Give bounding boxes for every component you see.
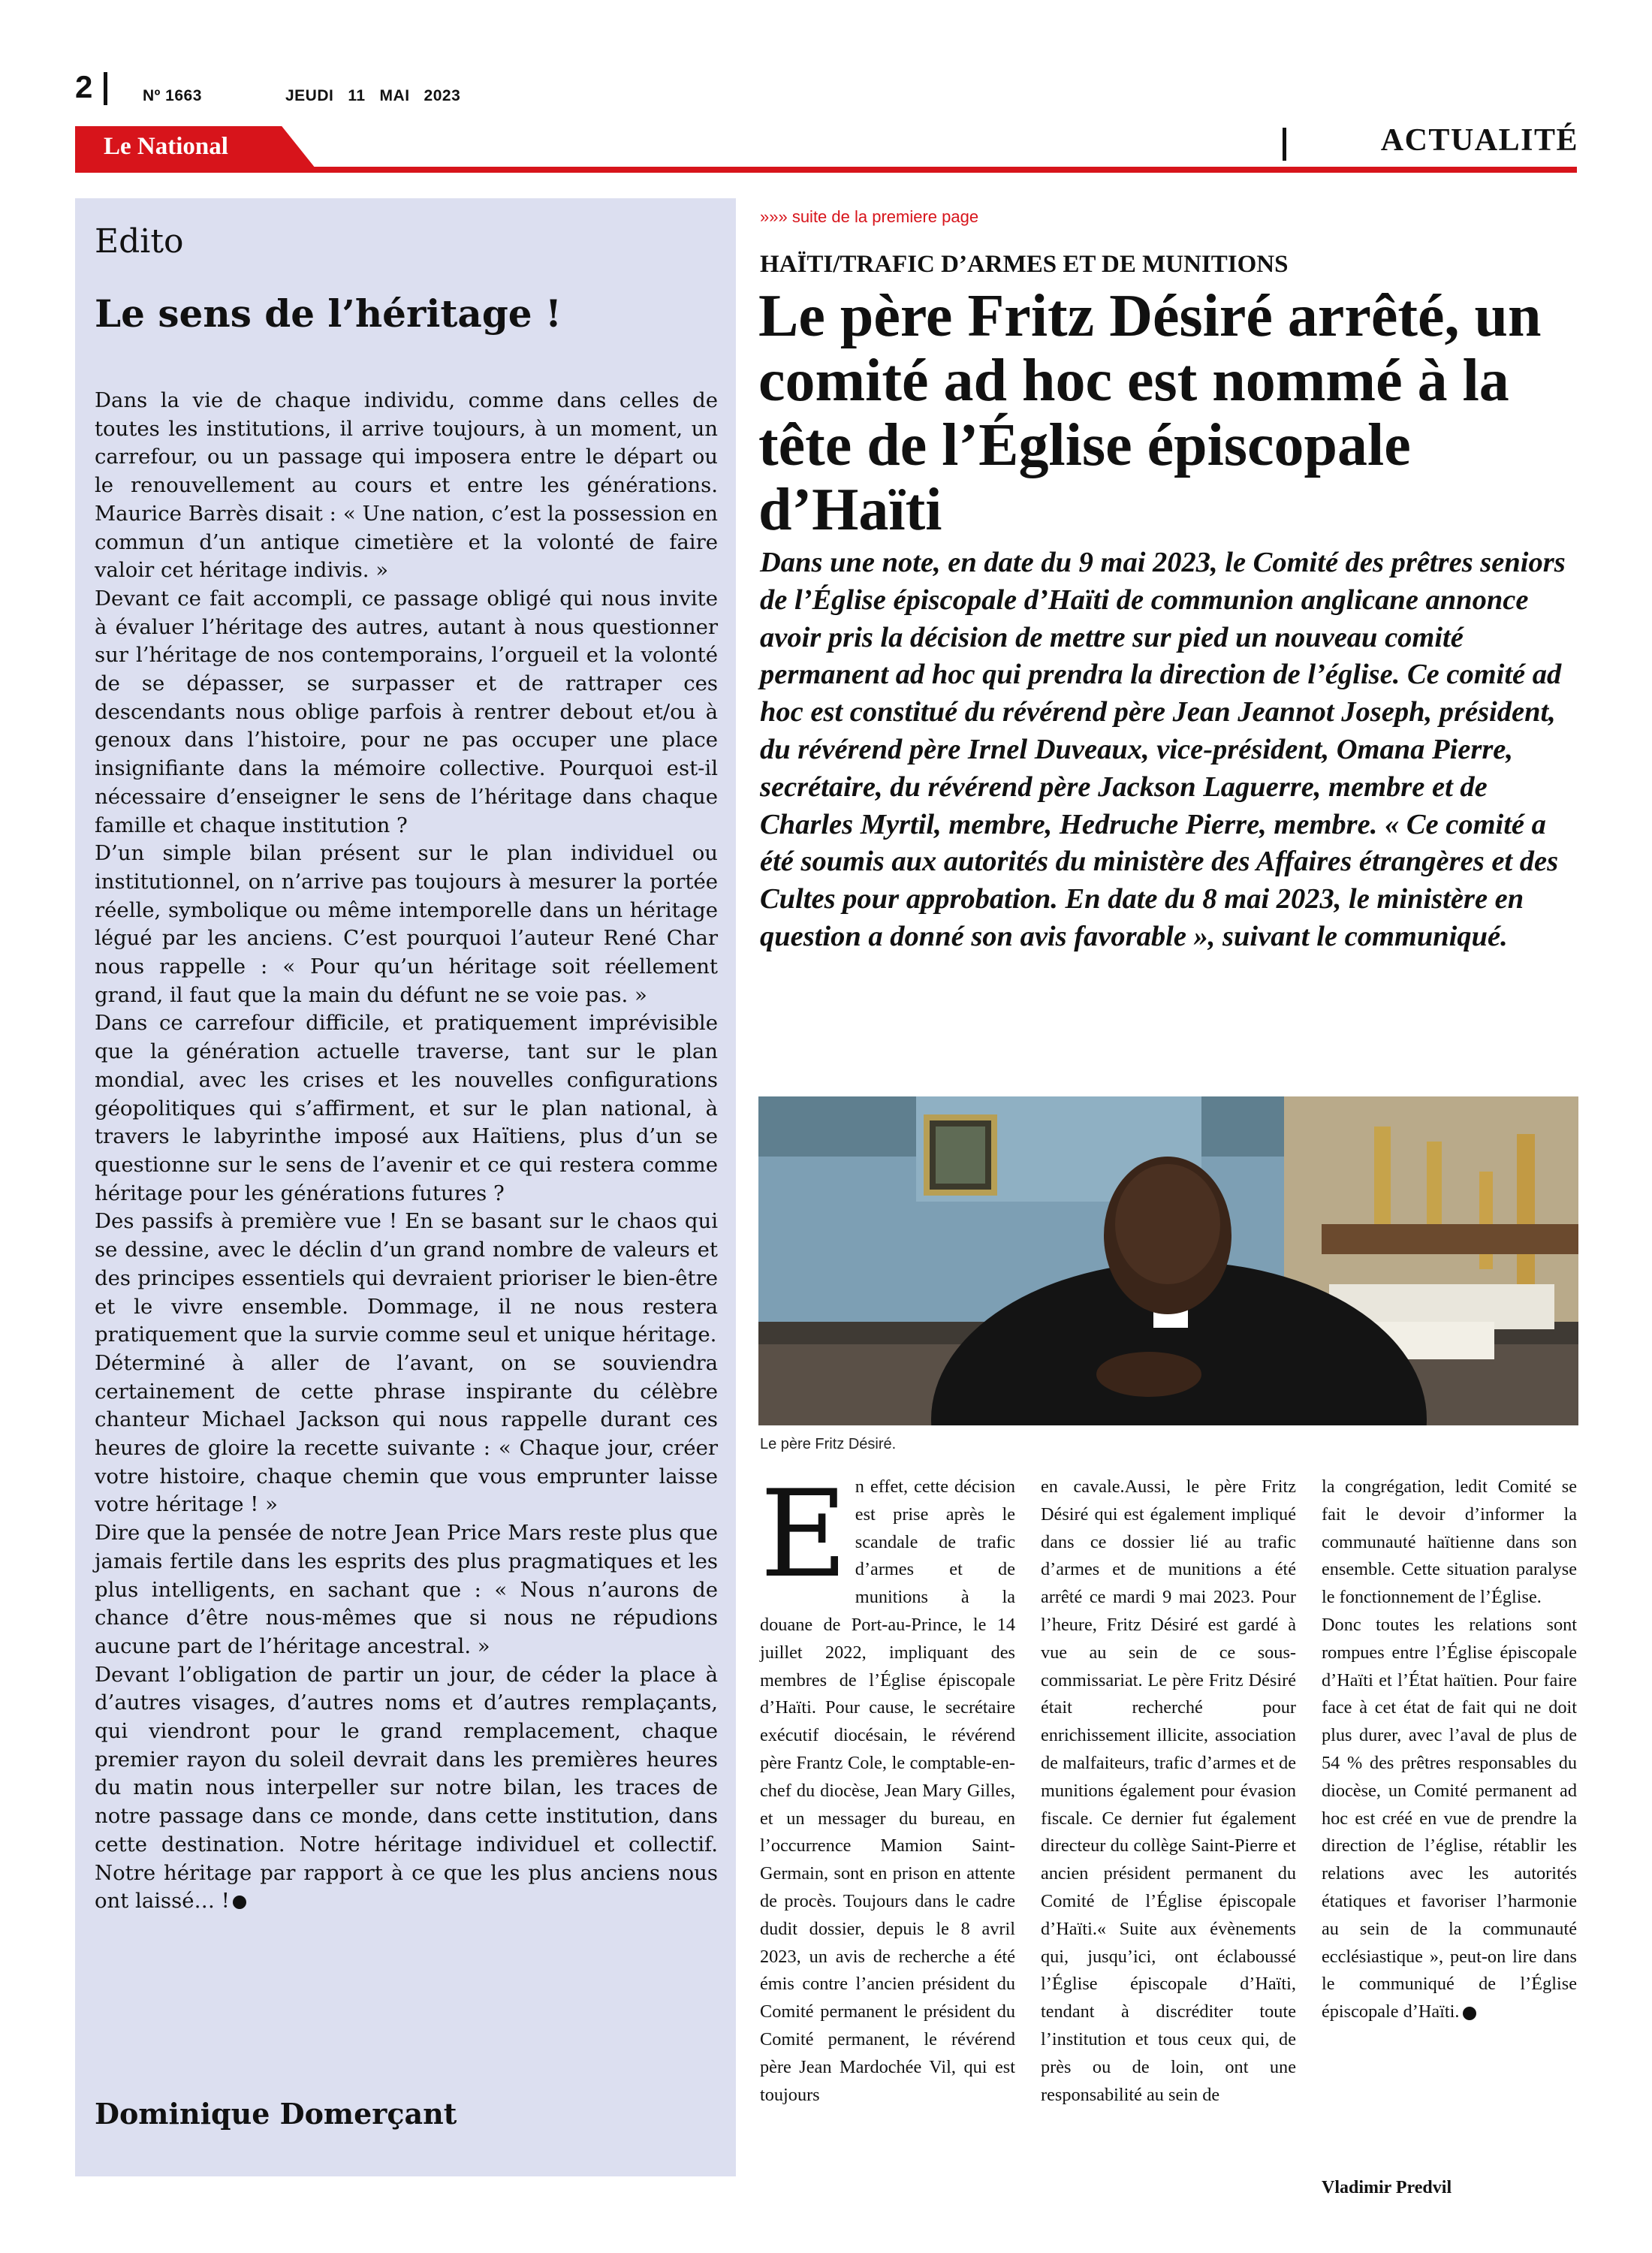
article-paragraph-last <box>1322 1612 1577 2026</box>
issue-number: Nº 1663 <box>143 87 202 104</box>
drop-cap: E <box>760 1464 848 1604</box>
article-lead: Dans une note, en date du 9 mai 2023, le Comité des prêtres seniors de l’Église épiscopale d’Haïti de communion anglicane annonce avoir pris la décision de mettre sur pied un nouveau comité permanent ad hoc qui prendra la direction de l’église. Ce comité ad hoc est constitué du révérend père Jean Jeannot Joseph, président, du révérend père Irnel Duveaux, vice-président, Omana Pierre, secrétaire, du révérend père Jackson Laguerre, membre et de Charles Myrtil, membre, Hedruche Pierre, membre. « Ce comité a été soumis aux autorités du ministère des Affaires étrangères et des Cultes pour approbation. En date du 8 mai 2023, le ministère en question a donné son avis favorable », suivant le communiqué. <box>760 547 1566 952</box>
page-number: 2 <box>75 69 93 104</box>
edito-paragraph-text: Devant l’obligation de partir un jour, de céder la place à d’autres visages, d’autres noms et d’autres remplaçants, qui viendront pour le grand remplacement, chaque premier rayon du soleil devrait dans les premières heures du matin nous interpeller sur notre bilan, les traces de notre passage dans ce monde, dans cette institution, dans cette destination. Notre héritage individuel et collectif. Notre héritage par rapport à ce que les plus anciens nous ont laissé… ! <box>95 1662 718 1914</box>
edito-paragraph: Déterminé à aller de l’avant, on se souviendra certainement de cette phrase inspirante du célèbre chanteur Michael Jackson qui nous rappelle durant ces heures de gloire la recette suivante : « Chaque jour, créer votre histoire, chaque chemin que vous emprunter laisse votre héritage ! » <box>95 1350 718 1517</box>
edito-body <box>95 387 718 1916</box>
photo-illustration <box>758 1096 1578 1425</box>
edito-paragraph: D’un simple bilan présent sur le plan individuel ou institutionnel, on n’arrive pas toujours à mesurer la portée réelle, symbolique ou même intemporelle dans un héritage légué par les anciens. C’est pourquoi l’auteur René Char nous rappelle : « Pour qu’un héritage soit réellement grand, il faut que la main du défunt ne se voie pas. » <box>95 841 718 1007</box>
edito-paragraph-last <box>95 1661 718 1916</box>
article-column-3 <box>1322 1473 1577 2026</box>
article-column-2-text: en cavale.Aussi, le père Fritz Désiré qui est également impliqué dans ce dossier lié au trafic d’armes et de munitions a été arrêté ce mardi 9 mai 2023. Pour l’heure, Fritz Désiré est gardé à vue au sein de ce sous-commissariat. Le père Fritz Désiré était recherché pour enrichissement illicite, association de malfaiteurs, trafic d’armes et de munitions également pour évasion fiscale. Ce dernier fut également directeur du collège Saint-Pierre et ancien président permanent du Comité de l’Église épiscopale d’Haïti.« Suite aux évènements qui, jusqu’ici, ont éclaboussé l’Église épiscopale d’Haïti, tendant à discréditer toute l’institution et tous ceux qui, de près ou de loin, ont une responsabilité au sein de <box>1041 1476 1296 2105</box>
article-column-1-text: n effet, cette décision est prise après le scandale de trafic d’armes et de munitions à la douane de Port-au-Prince, le 14 juillet 2022, impliquant des membres de l’Église épiscopale d’Haïti. Pour cause, le secrétaire exécutif diocésain, le révérend père Frantz Cole, le comptable-en-chef du diocèse, Jean Mary Gilles, et un messager du bureau, en l’occurrence Mamion Saint-Germain, sont en prison en attente de procès. Toujours dans le cadre dudit dossier, depuis le 8 avril 2023, un avis de recherche a été émis contre l’ancien président du Comité permanent le président du Comité permanent, le révérend père Jean Mardochée Vil, qui est toujours <box>760 1476 1015 2105</box>
newspaper-name: Le National <box>104 133 228 160</box>
end-mark-icon <box>1463 2007 1476 2020</box>
photo-caption: Le père Fritz Désiré. <box>760 1436 897 1452</box>
article-column-1 <box>760 1464 1015 2109</box>
header-divider <box>104 72 107 105</box>
edito-paragraph: Dire que la pensée de notre Jean Price Mars reste plus que jamais fertile dans les esprits des plus pragmatiques et les plus intelligents, en sachant que : « Nous n’aurons de chance d’être nous-mêmes que si nous ne répudions aucune part de l’héritage ancestral. » <box>95 1521 718 1658</box>
header-rule <box>75 167 1577 173</box>
article-column-2 <box>1041 1473 1296 2109</box>
edito-paragraph: Dans la vie de chaque individu, comme dans celles de toutes les institutions, il arrive toujours, à un moment, un carrefour, ou un passage qui imposera entre le départ ou le renouvellement au cours et entre les générations. Maurice Barrès disait : « Une nation, c’est la possession en commun d’un antique cimetière et la volonté de faire valoir cet héritage indivis. » <box>95 388 718 583</box>
article-paragraph-text: Donc toutes les relations sont rompues entre l’Église épiscopale d’Haïti et l’État haïtien. Pour faire face à cet état de fait qui ne doit plus durer, avec l’aval de plus de 54 % des prêtres responsables du diocèse, un Comité permanent ad hoc est créé en vue de prendre la direction de l’église, rétablir les relations avec les autorités étatiques et favoriser l’harmonie au sein de la communauté ecclésiastique », peut-on lire dans le communiqué de l’Église épiscopale d’Haïti. <box>1322 1614 1577 2022</box>
edito-paragraph: Dans ce carrefour difficile, et pratiquement imprévisible que la génération actuelle traverse, tant sur le plan mondial, avec les crises et les nouvelles configurations géopolitiques qui s’affirment, et sur le plan national, à travers le labyrinthe imposé aux Haïtiens, plus d’un se questionne sur le sens de l’avenir et ce qui restera comme héritage pour les générations futures ? <box>95 1011 718 1205</box>
edito-author: Dominique Domerçant <box>95 2097 457 2131</box>
edito-paragraph: Des passifs à première vue ! En se basant sur le chaos qui se dessine, avec le déclin d’un grand nombre de valeurs et des principes essentiels qui devraient prioriser le bien-être et le vivre ensemble. Dommage, il ne nous restera pratiquement que la survie comme seul et unique héritage. <box>95 1209 718 1347</box>
article-photo <box>758 1096 1578 1425</box>
article-paragraph: la congrégation, ledit Comité se fait le devoir d’informer la communauté haïtienne dans son ensemble. Cette situation paralyse le fonctionnement de l’Église. <box>1322 1476 1577 1608</box>
edito-paragraph: Devant ce fait accompli, ce passage obligé qui nous invite à évaluer l’héritage des autres, autant à nous questionner sur l’héritage de nos contemporains, l’orgueil et la volonté de se dépasser, se surpasser et de rattraper ces descendants nous oblige parfois à rentrer debout et/ou à genoux dans l’histoire, pour ne pas occuper une place insignifiante dans la mémoire collective. Pourquoi est-il nécessaire d’enseigner le sens de l’héritage dans chaque famille et chaque institution ? <box>95 586 718 837</box>
continued-from: »»» suite de la premiere page <box>760 207 979 226</box>
end-mark-icon <box>233 1896 246 1909</box>
article-kicker: HAÏTI/TRAFIC D’ARMES ET DE MUNITIONS <box>760 251 1289 278</box>
edito-title: Le sens de l’héritage ! <box>95 291 562 336</box>
edito-label: Edito <box>95 222 184 261</box>
article-headline: Le père Fritz Désiré arrêté, un comité ad hoc est nommé à la tête de l’Église épiscopale d’Haïti <box>758 283 1542 543</box>
section-title: ACTUALITÉ <box>1380 123 1578 158</box>
section-divider <box>1283 128 1286 161</box>
article-byline: Vladimir Predvil <box>1322 2178 1452 2197</box>
issue-date: JEUDI 11 MAI 2023 <box>285 87 461 104</box>
